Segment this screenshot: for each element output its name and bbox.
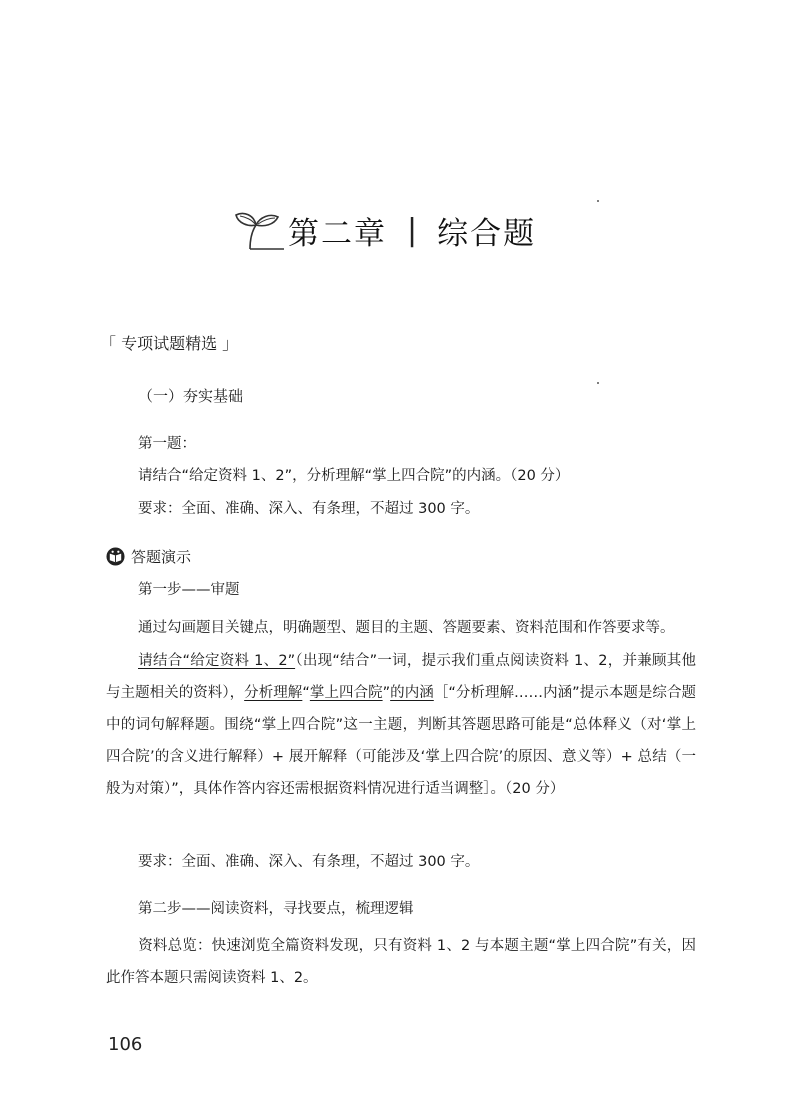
analysis-text: （出现“结合”一词，提示我们重点阅读资料 1、2，并兼顾其他与主题相关的资料）， (106, 653, 696, 701)
step1-title: 第一步——审题 (138, 582, 240, 598)
question-title: 第一题： (138, 436, 196, 452)
section-title: 「 专项试题精选 」 (100, 334, 239, 353)
keyword-underline: 掌上四合院 (309, 685, 383, 701)
analysis-text: ［“分析理解……内涵”提示本题是综合题中的词句解释题。围绕“掌上四合院”这一主题，判断其答题思路可能是“总体释义（对‘掌上四合院’的含义进行解释）+ 展开解释（可能涉及‘掌上四合院’的原因、意义等）+ 总结（一般为对策）”，具体作答内容还需根据资料情况进行适当调整］。（20 分） (106, 685, 697, 797)
page-number: 106 (108, 1034, 143, 1055)
analysis-text: “ (302, 685, 310, 701)
step2-overview (106, 930, 696, 994)
chapter-number: 第二章 (288, 215, 387, 252)
scan-speck (597, 382, 599, 384)
chapter-header (228, 200, 536, 260)
keyword-underline: 分析理解 (244, 685, 303, 701)
sprout-icon (228, 205, 286, 255)
step2-overview-text: 资料总览：快速浏览全篇资料发现，只有资料 1、2 与本题主题“掌上四合院”有关，因此作答本题只需阅读资料 1、2。 (106, 938, 696, 986)
book-badge-icon (106, 547, 125, 566)
step1-intro-text: 通过勾画题目关键点，明确题型、题目的主题、答题要素、资料范围和作答要求等。 (138, 620, 675, 636)
step1-intro (106, 612, 696, 644)
analysis-text: ” (382, 685, 391, 701)
keyword-underline: 请结合“给定资料 1、2” (138, 653, 296, 669)
step1-requirement: 要求：全面、准确、深入、有条理，不超过 300 字。 (138, 854, 480, 870)
question-requirement: 要求：全面、准确、深入、有条理，不超过 300 字。 (138, 501, 480, 517)
chapter-title: 综合题 (437, 215, 537, 252)
step2-title: 第二步——阅读资料，寻找要点，梳理逻辑 (138, 901, 414, 917)
chapter-separator: | (407, 212, 418, 248)
scan-speck (597, 200, 599, 202)
demo-title: 答题演示 (131, 548, 192, 566)
demo-header (106, 546, 191, 567)
question-prompt: 请结合“给定资料 1、2”，分析理解“掌上四合院”的内涵。（20 分） (138, 468, 570, 484)
step1-analysis (106, 645, 696, 805)
section-subtitle: （一）夯实基础 (138, 387, 244, 405)
keyword-underline: 的内涵 (390, 685, 434, 701)
